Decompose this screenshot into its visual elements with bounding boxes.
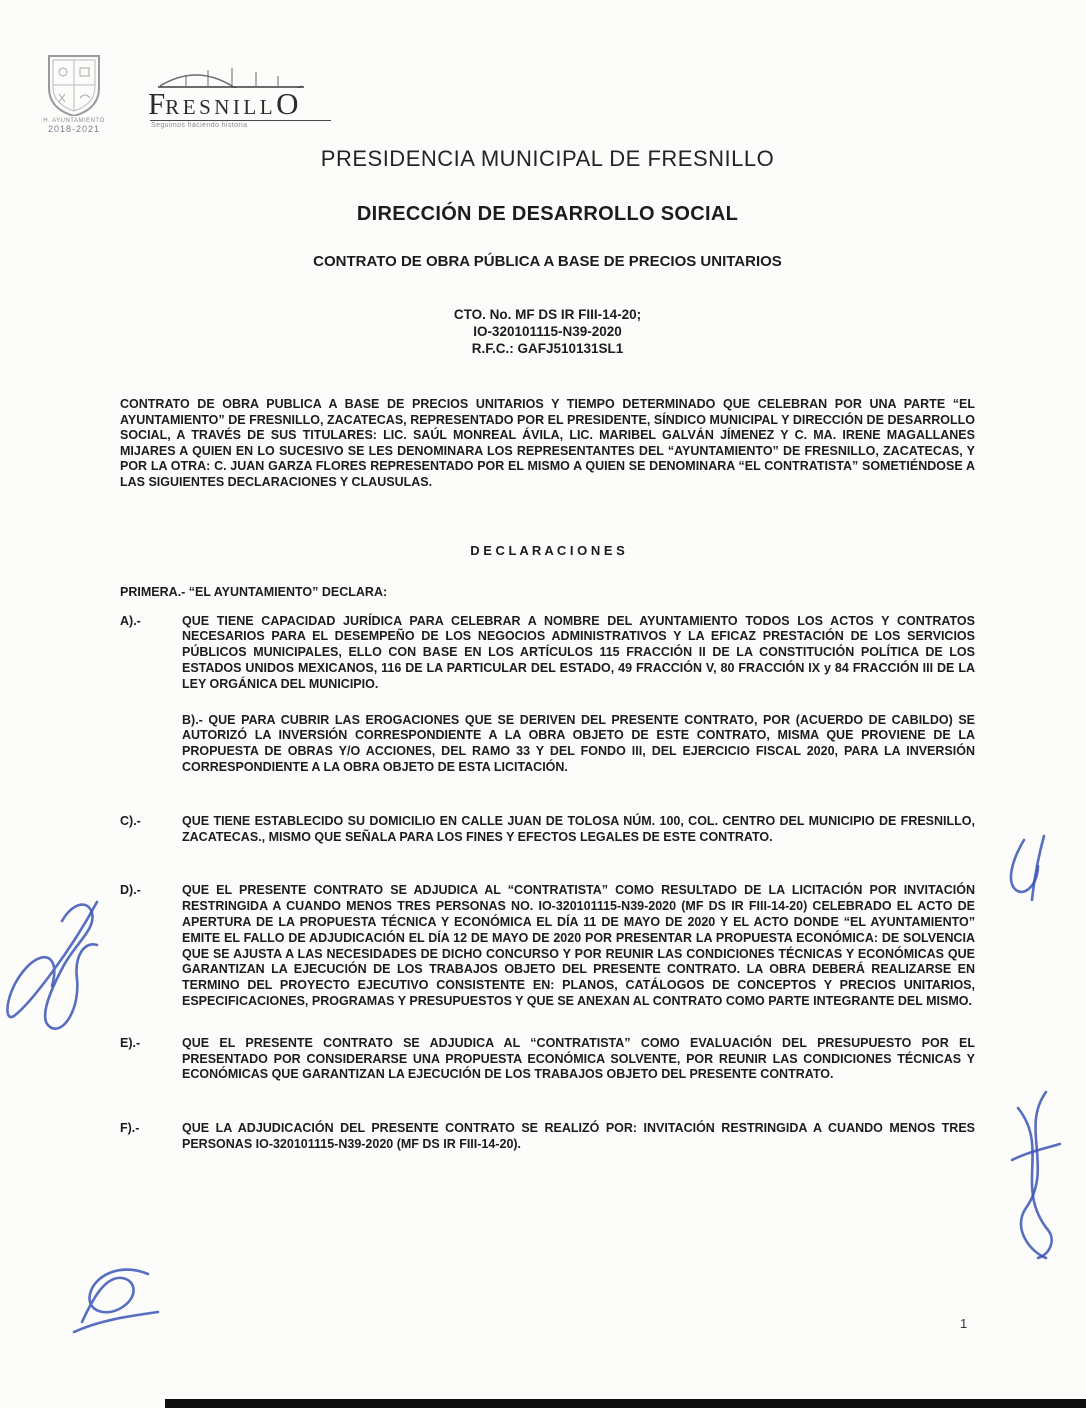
declaration-item-text: B).- QUE PARA CUBRIR LAS EROGACIONES QUE SE DERIVEN DEL PRESENTE CONTRATO, POR (ACUERDO DE CABILDO) SE AUTORIZÓ LA INVERSIÓN CORRESPONDIENTE A LA OBRA OBJETO DE ESTE CONTRATO, MISMA QUE PROVIENE DE LA PROPUESTA DE OBRAS Y/O ACCIONES, DEL RAMO 33 Y DEL FONDO III, DEL EJERCICIO FISCAL 2020, PARA LA INVERSIÓN CORRESPONDIENTE A LA OBRA OBJETO DE ESTA LICITACIÓN.	[182, 712, 975, 774]
wordmark-final: O	[276, 86, 299, 121]
declaration-item-c	[120, 814, 975, 846]
contract-number-block	[120, 306, 975, 357]
declaration-item-label: C).-	[120, 813, 141, 828]
declaration-item-text: QUE TIENE ESTABLECIDO SU DOMICILIO EN CALLE JUAN DE TOLOSA NÚM. 100, COL. CENTRO DEL MUNICIPIO DE FRESNILLO, ZACATECAS., MISMO QUE SEÑALA PARA LOS FINES Y EFECTOS LEGALES DE ESTE CONTRATO.	[182, 813, 975, 844]
signature-bottom-left	[82, 1270, 148, 1322]
scan-artifact-bar	[165, 1399, 1086, 1408]
primera-declaration-line: PRIMERA.- “EL AYUNTAMIENTO” DECLARA:	[120, 584, 388, 599]
declaration-item-e	[120, 1036, 975, 1083]
logo-tagline: Seguimos haciendo historia	[151, 122, 248, 129]
declaration-item-text: QUE EL PRESENTE CONTRATO SE ADJUDICA AL “CONTRATISTA” COMO EVALUACIÓN DEL PRESUPUESTO POR EL PRESENTADO POR CONSIDERARSE UNA PROPUESTA ECONÓMICA SOLVENTE, POR REUNIR LAS CONDICIONES TÉCNICAS Y ECONÓMICAS QUE GARANTIZAN LA EJECUCIÓN DE LOS TRABAJOS OBJETO DEL PRESENTE CONTRATO.	[182, 1035, 975, 1082]
declaration-item-d	[120, 883, 975, 1009]
declaration-item-f	[120, 1121, 975, 1153]
page-number: 1	[960, 1316, 968, 1331]
declaration-item-text: QUE LA ADJUDICACIÓN DEL PRESENTE CONTRATO SE REALIZÓ POR: INVITACIÓN RESTRINGIDA A CUANDO MENOS TRES PERSONAS IO-320101115-N39-2020 (MF DS IR FIII-14-20).	[182, 1121, 975, 1151]
declaration-item-label: E).-	[120, 1035, 141, 1050]
contract-rfc-line: R.F.C.: GAFJ510131SL1	[471, 341, 624, 356]
page-title: PRESIDENCIA MUNICIPAL DE FRESNILLO	[320, 146, 775, 171]
signature-bottom-left	[74, 1312, 158, 1332]
department-title: DIRECCIÓN DE DESARROLLO SOCIAL	[356, 203, 739, 225]
declaration-item-text: QUE EL PRESENTE CONTRATO SE ADJUDICA AL “CONTRATISTA” COMO RESULTADO DE LA LICITACIÓN POR INVITACIÓN RESTRINGIDA A CUANDO MENOS TRES PERSONAS NO. IO-320101115-N39-2020 (MF DS IR FIII-14-20) CELEBRADO EL ACTO DE APERTURA DE LA PROPUESTA TÉCNICA Y ECONÓMICA EL DÍA 11 DE MAYO DE 2020 Y EL ACTO DONDE “EL AYUNTAMIENTO” EMITE EL FALLO DE ADJUDICACIÓN EL DÍA 12 DE MAYO DE 2020 POR PRESENTAR LA PROPUESTA ECONÓMICA: DE SOLVENCIA QUE SE AJUSTA A LAS NECESIDADES DE DICHO CONCURSO Y POR REUNIR LAS CONDICIONES TÉCNICAS Y ECONÓMICAS QUE GARANTIZAN LA EJECUCIÓN DE LOS TRABAJOS OBJETO DEL PRESENTE CONTRATO. LA OBRA DEBERÁ REALIZARSE EN TERMINO DEL PROYECTO EJECUTIVO CONSISTENTE EN: PLANOS, CATÁLOGOS DE CONCEPTOS Y PRECIOS UNITARIOS, ESPECIFICACIONES, PROGRAMAS Y PRESUPUESTOS Y QUE SE ANEXAN AL CONTRATO COMO PARTE INTEGRANTE DEL MISMO.	[182, 883, 975, 1008]
declaraciones-heading: D E C L A R A C I O N E S	[470, 542, 625, 558]
declaration-item-text: QUE TIENE CAPACIDAD JURÍDICA PARA CELEBRAR A NOMBRE DEL AYUNTAMIENTO TODOS LOS ACTOS Y CONTRATOS NECESARIOS PARA EL DESEMPEÑO DE LOS NEGOCIOS ADMINISTRATIVOS Y LA EFICAZ PRESTACIÓN DE LOS SERVICIOS PÚBLICOS MUNICIPALES, ELLO CON BASE EN LOS ARTÍCULOS 115 FRACCIÓN II DE LA CONSTITUCIÓN POLÍTICA DE LOS ESTADOS UNIDOS MEXICANOS, 116 DE LA PARTICULAR DEL ESTADO, 49 FRACCIÓN V, 80 FRACCIÓN IX y 84 FRACCIÓN III DE LA LEY ORGÁNICA DEL MUNICIPIO.	[182, 613, 975, 691]
declaration-item-b	[120, 713, 975, 776]
wordmark-initial: F	[148, 86, 166, 121]
declaration-item-label	[120, 713, 182, 776]
contract-type-title: CONTRATO DE OBRA PÚBLICA A BASE DE PRECIOS UNITARIOS	[313, 253, 782, 270]
contract-number-line1: CTO. No. MF DS IR FIII-14-20;	[453, 307, 642, 322]
contract-number-line2: IO-320101115-N39-2020	[473, 324, 622, 339]
crest-years: 2018-2021	[47, 124, 101, 134]
declaration-item-label: D).-	[120, 883, 141, 898]
crest-caption: H. AYUNTAMIENTO	[43, 118, 105, 124]
declaration-item-label: A).-	[120, 613, 141, 628]
declaration-item-a	[120, 614, 975, 693]
intro-paragraph: CONTRATO DE OBRA PUBLICA A BASE DE PRECIOS UNITARIOS Y TIEMPO DETERMINADO QUE CELEBRAN POR UNA PARTE “EL AYUNTAMIENTO” DE FRESNILLO, ZACATECAS, REPRESENTADO POR EL PRESIDENTE, SÍNDICO MUNICIPAL Y DIRECCIÓN DE DESARROLLO SOCIAL, A TRAVÉS DE SUS TITULARES: LIC. SAÚL MONREAL ÁVILA, LIC. MARIBEL GALVÁN JÍMENEZ Y C. MA. IRENE MAGALLANES MIJARES A QUIEN EN LO SUCESIVO SE LES DENOMINARA LOS REPRESENTANTES DEL “AYUNTAMIENTO” DE FRESNILLO, ZACATECAS, Y POR LA OTRA: C. JUAN GARZA FLORES REPRESENTADO POR EL MISMO A QUIEN SE DENOMINARA “EL CONTRATISTA” SOMETIÉNDOSE A LAS SIGUIENTES DECLARACIONES Y CLAUSULAS.	[120, 397, 975, 489]
wordmark-middle: RESNILL	[165, 95, 277, 119]
declaration-item-label: F).-	[120, 1121, 140, 1136]
